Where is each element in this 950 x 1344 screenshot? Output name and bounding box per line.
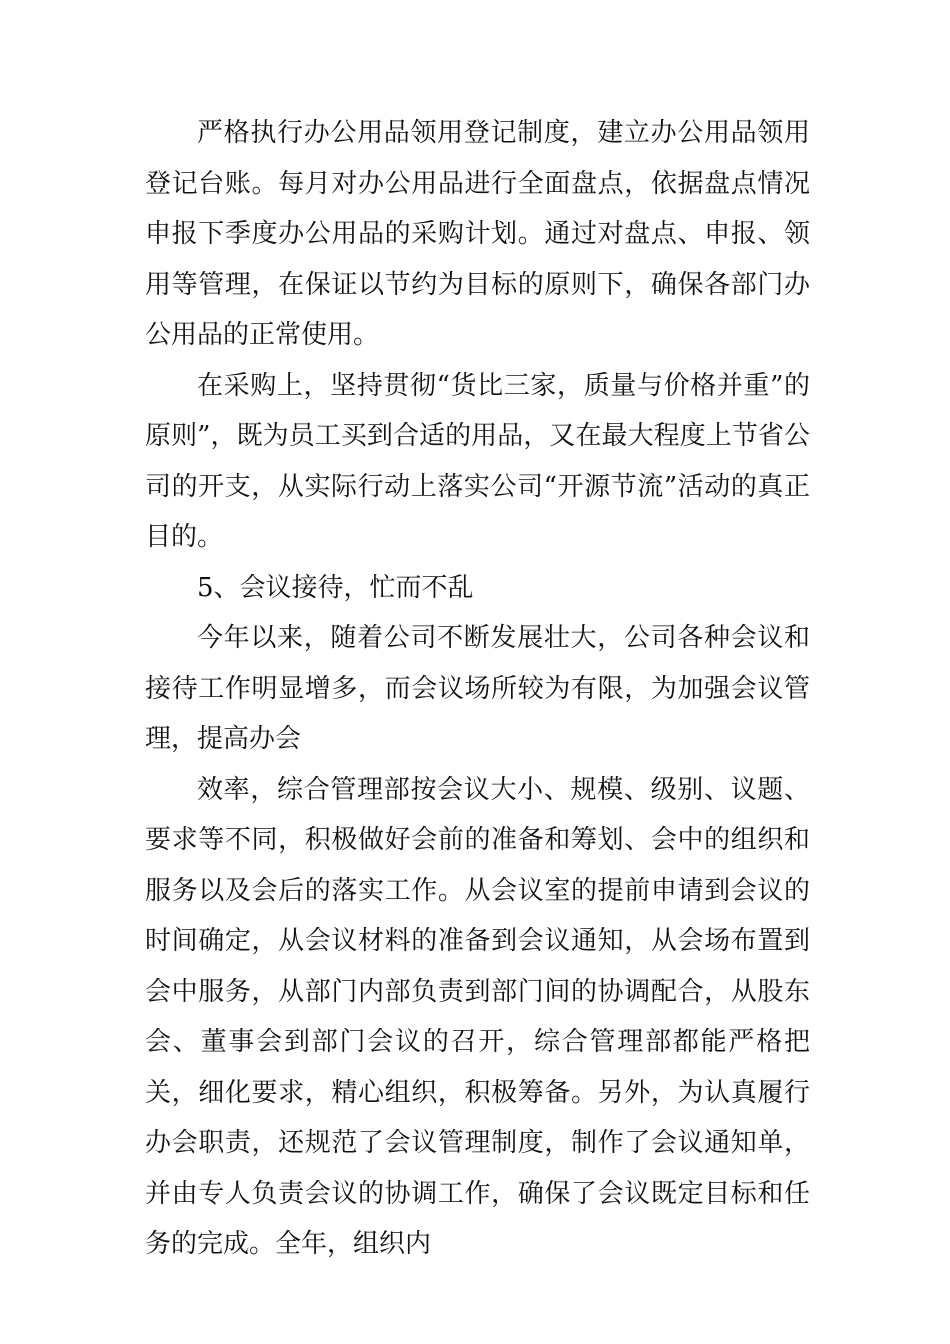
paragraph-office-supplies-registration: 严格执行办公用品领用登记制度，建立办公用品领用登记台账。每月对办公用品进行全面盘点，依据盘点情况申报下季度办公用品的采购计划。通过对盘点、申报、领用等管理，在保证以节约为目标的原则下，确保各部门办公用品的正常使用。 xyxy=(145,118,810,350)
document-body xyxy=(145,108,810,1270)
section-heading-meeting-reception: 5、会议接待，忙而不乱 xyxy=(197,572,474,603)
paragraph-procurement-principle: 在采购上，坚持贯彻“货比三家，质量与价格并重”的原则”，既为员工买到合适的用品，又在最大程度上节省公司的开支，从实际行动上落实公司“开源节流”活动的真正目的。 xyxy=(145,370,810,552)
paragraph-meeting-efficiency: 效率，综合管理部按会议大小、规模、级别、议题、要求等不同，积极做好会前的准备和筹划、会中的组织和服务以及会后的落实工作。从会议室的提前申请到会议的时间确定，从会议材料的准备到会议通知，从会场布置到会中服务，从部门内部负责到部门间的协调配合，从股东会、董事会到部门会议的召开，综合管理部都能严格把关，细化要求，精心组织，积极筹备。另外，为认真履行办会职责，还规范了会议管理制度，制作了会议通知单，并由专人负责会议的协调工作，确保了会议既定目标和任务的完成。全年，组织内 xyxy=(145,774,810,1259)
paragraph-meeting-intro: 今年以来，随着公司不断发展壮大，公司各种会议和接待工作明显增多，而会议场所较为有限，为加强会议管理，提高办会 xyxy=(145,623,810,754)
